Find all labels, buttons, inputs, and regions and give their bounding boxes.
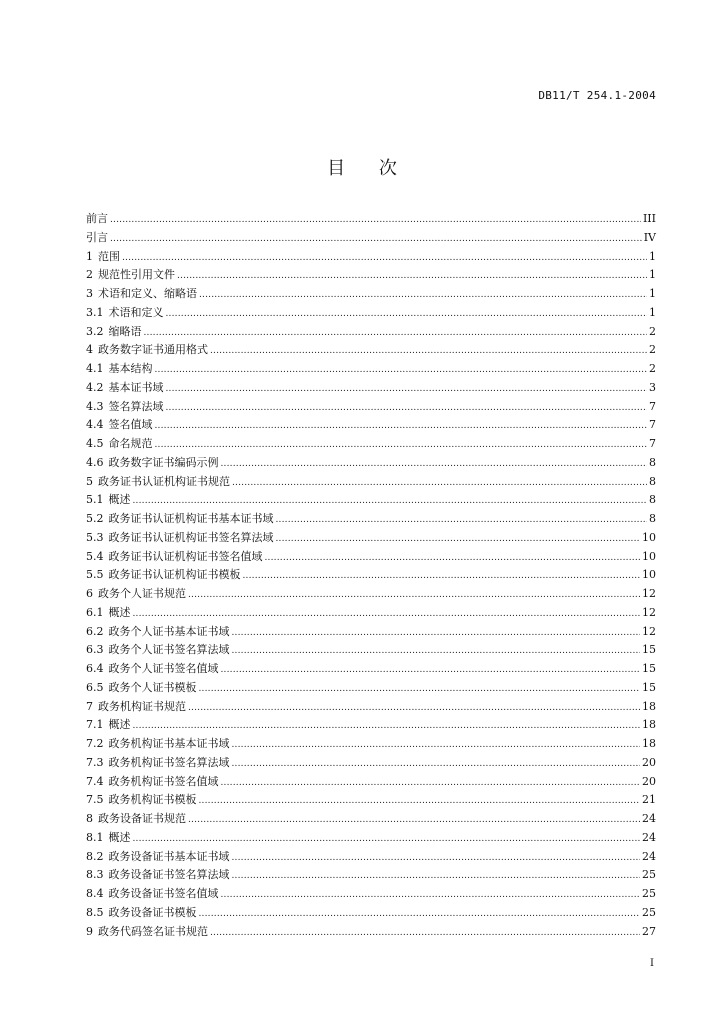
- toc-entry-number: 8.2: [86, 849, 104, 863]
- toc-entry-number: 4.6: [86, 455, 104, 469]
- toc-entry-number: 4.2: [86, 380, 104, 394]
- toc-dot-leader: [199, 286, 647, 305]
- toc-entry-number: 6.2: [86, 624, 104, 638]
- toc-entry-page: IV: [643, 230, 656, 244]
- document-id: DB11/T 254.1-2004: [538, 89, 656, 102]
- toc-dot-leader: [155, 436, 648, 455]
- toc-entry-number: 4.4: [86, 418, 104, 432]
- toc-entry-title: 基本结构: [108, 362, 153, 375]
- toc-entry-page: 24: [642, 849, 656, 863]
- toc-entry-page: 21: [642, 793, 656, 807]
- toc-entry-title: 政务机构证书模板: [108, 793, 197, 807]
- toc-entry-label: [86, 810, 186, 829]
- toc-entry[interactable]: [86, 304, 656, 323]
- toc-entry-title: 政务设备证书规范: [98, 812, 186, 825]
- toc-entry[interactable]: [86, 379, 656, 398]
- toc-entry-page: 2: [649, 362, 656, 375]
- toc-dot-leader: [276, 511, 648, 530]
- toc-entry[interactable]: [86, 398, 656, 417]
- toc-entry-label: [86, 904, 197, 923]
- toc-entry-label: [86, 285, 197, 304]
- toc-entry[interactable]: [86, 323, 656, 342]
- toc-dot-leader: [166, 380, 648, 399]
- toc-entry-title: 术语和定义、缩略语: [98, 287, 197, 300]
- toc-dot-leader: [199, 680, 641, 699]
- toc-entry-page: 20: [642, 755, 656, 769]
- toc-entry-title: 政务个人证书基本证书域: [108, 624, 230, 638]
- toc-entry[interactable]: [86, 848, 656, 867]
- toc-entry-number: 8: [86, 812, 93, 825]
- toc-entry-number: 4.5: [86, 437, 104, 450]
- toc-entry-page: 15: [642, 643, 656, 657]
- toc-entry-number: 8.3: [86, 868, 104, 882]
- toc-entry[interactable]: [86, 904, 656, 923]
- toc-entry-number: 5.3: [86, 530, 104, 544]
- toc-entry[interactable]: [86, 435, 656, 454]
- toc-dot-leader: [133, 717, 641, 736]
- toc-entry-label: [86, 304, 164, 323]
- toc-entry[interactable]: [86, 885, 656, 904]
- toc-entry-page: 25: [642, 905, 656, 919]
- toc-entry-number: 7.3: [86, 755, 104, 769]
- toc-entry[interactable]: [86, 716, 656, 735]
- toc-entry-number: 6: [86, 587, 93, 600]
- toc-entry-page: 7: [649, 418, 656, 432]
- toc-entry-title: 签名值域: [108, 418, 153, 432]
- toc-entry-title: 政务证书认证机构证书基本证书域: [108, 512, 274, 525]
- toc-dot-leader: [232, 624, 641, 643]
- toc-entry-title: 概述: [108, 718, 131, 732]
- toc-entry-page: 3: [649, 380, 656, 394]
- toc-dot-leader: [188, 586, 640, 605]
- toc-entry[interactable]: [86, 229, 656, 248]
- toc-entry-label: [86, 848, 230, 867]
- toc-dot-leader: [221, 455, 648, 474]
- toc-entry-number: 4: [86, 343, 93, 357]
- toc-entry-label: [86, 641, 230, 660]
- toc-entry-title: 政务个人证书签名算法域: [108, 643, 230, 657]
- toc-entry-title: 概述: [108, 605, 131, 619]
- toc-entry-number: 6.3: [86, 643, 104, 657]
- toc-entry[interactable]: [86, 735, 656, 754]
- toc-entry-label: [86, 923, 208, 942]
- toc-dot-leader: [210, 924, 640, 943]
- toc-entry-page: 8: [649, 474, 656, 488]
- toc-entry-title: 政务代码签名证书规范: [98, 924, 208, 938]
- toc-entry-label: [86, 510, 274, 529]
- toc-dot-leader: [265, 549, 641, 568]
- toc-entry-title: 范围: [98, 249, 120, 263]
- toc-entry-title: 政务数字证书编码示例: [108, 455, 219, 469]
- toc-entry-label: [86, 585, 186, 604]
- toc-entry-page: 7: [649, 437, 656, 450]
- toc-entry-page: 25: [642, 887, 656, 900]
- toc-entry-label: [86, 660, 219, 679]
- toc-entry-page: 25: [642, 868, 656, 882]
- toc-dot-leader: [155, 361, 648, 380]
- toc-entry-number: 3.2: [86, 324, 104, 338]
- toc-entry-number: 8.5: [86, 905, 104, 919]
- toc-entry[interactable]: [86, 266, 656, 285]
- toc-entry-title: 命名规范: [108, 437, 153, 450]
- toc-entry-page: 18: [642, 718, 656, 732]
- toc-entry-label: [86, 323, 142, 342]
- toc-entry-label: [86, 229, 108, 248]
- toc-entry-page: 2: [649, 324, 656, 338]
- toc-entry-label: [86, 866, 230, 885]
- toc-entry-number: 4.1: [86, 362, 104, 375]
- toc-dot-leader: [144, 324, 648, 343]
- toc-entry-number: 8.4: [86, 887, 104, 900]
- toc-dot-leader: [110, 211, 641, 230]
- toc-entry-label: [86, 623, 230, 642]
- toc-entry[interactable]: [86, 585, 656, 604]
- toc-entry-title: 规范性引用文件: [98, 268, 175, 282]
- toc-dot-leader: [133, 492, 648, 511]
- toc-entry-title: 前言: [86, 212, 108, 225]
- toc-entry[interactable]: [86, 341, 656, 360]
- toc-dot-leader: [177, 267, 647, 286]
- toc-entry-number: 6.4: [86, 662, 104, 675]
- toc-entry[interactable]: [86, 679, 656, 698]
- toc-dot-leader: [232, 642, 641, 661]
- toc-entry-label: [86, 773, 219, 792]
- toc-entry-page: 10: [642, 549, 656, 563]
- toc-entry-label: [86, 491, 131, 510]
- toc-entry-label: [86, 266, 175, 285]
- toc-entry-page: 24: [642, 830, 656, 844]
- toc-dot-leader: [232, 474, 647, 493]
- toc-entry[interactable]: [86, 698, 656, 717]
- toc-entry-label: [86, 210, 108, 229]
- toc-entry[interactable]: [86, 641, 656, 660]
- toc-entry-title: 政务个人证书规范: [98, 587, 186, 600]
- toc-entry-number: 1: [86, 249, 93, 263]
- toc-entry-page: 12: [642, 605, 656, 619]
- toc-dot-leader: [188, 699, 640, 718]
- toc-entry-number: 8.1: [86, 830, 104, 844]
- toc-entry-title: 概述: [108, 830, 131, 844]
- toc-entry-label: [86, 885, 219, 904]
- toc-entry-label: [86, 829, 131, 848]
- toc-entry-number: 9: [86, 924, 93, 938]
- toc-entry[interactable]: [86, 923, 656, 942]
- toc-entry-label: [86, 566, 241, 585]
- page-number: I: [650, 958, 654, 969]
- toc-entry-number: 5.2: [86, 512, 104, 525]
- toc-dot-leader: [133, 830, 641, 849]
- toc-entry[interactable]: [86, 548, 656, 567]
- toc-entry[interactable]: [86, 248, 656, 267]
- toc-entry-label: [86, 716, 131, 735]
- toc-entry-label: [86, 360, 153, 379]
- toc-entry-title: 政务机构证书签名算法域: [108, 755, 230, 769]
- toc-entry-number: 2: [86, 268, 93, 282]
- toc-dot-leader: [232, 849, 641, 868]
- toc-entry[interactable]: [86, 510, 656, 529]
- toc-entry-title: 政务设备证书模板: [108, 905, 197, 919]
- toc-entry-label: [86, 435, 153, 454]
- toc-entry[interactable]: [86, 829, 656, 848]
- toc-dot-leader: [276, 530, 641, 549]
- toc-entry-label: [86, 473, 230, 492]
- toc-entry-page: 24: [642, 812, 656, 825]
- toc-entry-title: 政务机构证书规范: [98, 699, 186, 713]
- toc-entry-page: 8: [649, 493, 656, 507]
- toc-entry-title: 缩略语: [108, 324, 142, 338]
- toc-entry-label: [86, 735, 230, 754]
- toc-dot-leader: [110, 230, 642, 249]
- toc-entry-page: 10: [642, 568, 656, 582]
- toc-entry-title: 政务设备证书签名值域: [108, 887, 219, 900]
- toc-entry-title: 政务数字证书通用格式: [98, 343, 208, 357]
- toc-entry-page: 15: [642, 680, 656, 694]
- toc-entry-title: 政务证书认证机构证书签名值域: [108, 549, 263, 563]
- toc-entry-label: [86, 604, 131, 623]
- toc-dot-leader: [221, 886, 641, 905]
- toc-entry-title: 签名算法域: [108, 399, 164, 413]
- toc-entry-title: 政务个人证书模板: [108, 680, 197, 694]
- toc-entry-page: 18: [642, 699, 656, 713]
- toc-entry-page: 12: [642, 587, 656, 600]
- toc-entry-number: 5.4: [86, 549, 104, 563]
- toc-entry[interactable]: [86, 866, 656, 885]
- toc-entry-label: [86, 341, 208, 360]
- toc-entry-label: [86, 679, 197, 698]
- toc-entry-title: 政务证书认证机构证书签名算法域: [108, 530, 274, 544]
- toc-entry-title: 政务证书认证机构证书模板: [108, 568, 241, 582]
- toc-dot-leader: [199, 905, 641, 924]
- toc-entry-page: 27: [642, 924, 656, 938]
- toc-dot-leader: [155, 417, 648, 436]
- toc-entry-number: 6.1: [86, 605, 104, 619]
- toc-entry-label: [86, 416, 153, 435]
- toc-entry-label: [86, 398, 164, 417]
- toc-entry-title: 政务机构证书签名值域: [108, 774, 219, 788]
- toc-entry[interactable]: [86, 360, 656, 379]
- toc-entry-title: 术语和定义: [108, 305, 164, 319]
- toc-entry-number: 3: [86, 287, 93, 300]
- toc-entry-title: 政务个人证书签名值域: [108, 662, 219, 675]
- toc-entry[interactable]: [86, 660, 656, 679]
- toc-entry-page: 20: [642, 774, 656, 788]
- toc-entry-title: 基本证书域: [108, 380, 164, 394]
- toc-dot-leader: [199, 792, 641, 811]
- toc-entry-number: 7.4: [86, 774, 104, 788]
- toc-entry-number: 5: [86, 474, 93, 488]
- toc-entry[interactable]: [86, 810, 656, 829]
- toc-entry[interactable]: [86, 210, 656, 229]
- toc-dot-leader: [166, 399, 648, 418]
- toc-entry-number: 5.1: [86, 493, 104, 507]
- toc-entry-label: [86, 454, 219, 473]
- toc-entry-label: [86, 529, 274, 548]
- toc-entry[interactable]: [86, 604, 656, 623]
- toc-dot-leader: [188, 811, 640, 830]
- toc-entry-title: 政务设备证书基本证书域: [108, 849, 230, 863]
- toc-entry-number: 4.3: [86, 399, 104, 413]
- toc-entry-label: [86, 248, 120, 267]
- toc-entry[interactable]: [86, 566, 656, 585]
- page-title: 目 次: [327, 158, 411, 179]
- toc-entry-page: 1: [649, 287, 656, 300]
- toc-entry-number: 7: [86, 699, 93, 713]
- toc-entry-number: 3.1: [86, 305, 104, 319]
- toc-entry-page: III: [642, 212, 656, 225]
- toc-entry-page: 1: [649, 305, 656, 319]
- toc-entry[interactable]: [86, 529, 656, 548]
- toc-entry-label: [86, 698, 186, 717]
- toc-dot-leader: [221, 661, 641, 680]
- toc-entry-number: 7.2: [86, 737, 104, 750]
- toc-dot-leader: [133, 605, 641, 624]
- toc-entry[interactable]: [86, 285, 656, 304]
- toc-dot-leader: [232, 867, 641, 886]
- toc-entry-title: 引言: [86, 230, 108, 244]
- toc-entry-page: 18: [642, 737, 656, 750]
- toc-entry[interactable]: [86, 791, 656, 810]
- toc-entry-page: 10: [642, 530, 656, 544]
- toc-entry-page: 8: [649, 512, 656, 525]
- toc-entry-title: 政务机构证书基本证书域: [108, 737, 230, 750]
- toc-entry[interactable]: [86, 754, 656, 773]
- toc-entry[interactable]: [86, 416, 656, 435]
- toc-entry-page: 7: [649, 399, 656, 413]
- toc-entry-page: 8: [649, 455, 656, 469]
- toc-entry[interactable]: [86, 623, 656, 642]
- toc-entry[interactable]: [86, 454, 656, 473]
- toc-entry-page: 1: [649, 268, 656, 282]
- toc-entry-number: 6.5: [86, 680, 104, 694]
- toc-entry-label: [86, 754, 230, 773]
- toc-dot-leader: [232, 755, 641, 774]
- toc-entry-page: 15: [642, 662, 656, 675]
- toc-entry-number: 5.5: [86, 568, 104, 582]
- toc-entry[interactable]: [86, 473, 656, 492]
- toc-dot-leader: [232, 736, 641, 755]
- toc-dot-leader: [210, 342, 647, 361]
- toc-entry[interactable]: [86, 491, 656, 510]
- toc-entry-page: 12: [642, 624, 656, 638]
- toc-entry-number: 7.5: [86, 793, 104, 807]
- toc-entry[interactable]: [86, 773, 656, 792]
- toc-entry-number: 7.1: [86, 718, 104, 732]
- toc-entry-title: 概述: [108, 493, 131, 507]
- toc-dot-leader: [166, 305, 648, 324]
- toc-entry-label: [86, 548, 263, 567]
- toc-entry-page: 2: [649, 343, 656, 357]
- toc-entry-title: 政务证书认证机构证书规范: [98, 474, 230, 488]
- toc-entry-title: 政务设备证书签名算法域: [108, 868, 230, 882]
- toc-entry-page: 1: [649, 249, 656, 263]
- toc-entry-label: [86, 791, 197, 810]
- toc-entry-label: [86, 379, 164, 398]
- toc-dot-leader: [243, 567, 641, 586]
- toc-dot-leader: [221, 774, 641, 793]
- table-of-contents: [86, 210, 656, 941]
- toc-dot-leader: [122, 249, 647, 268]
